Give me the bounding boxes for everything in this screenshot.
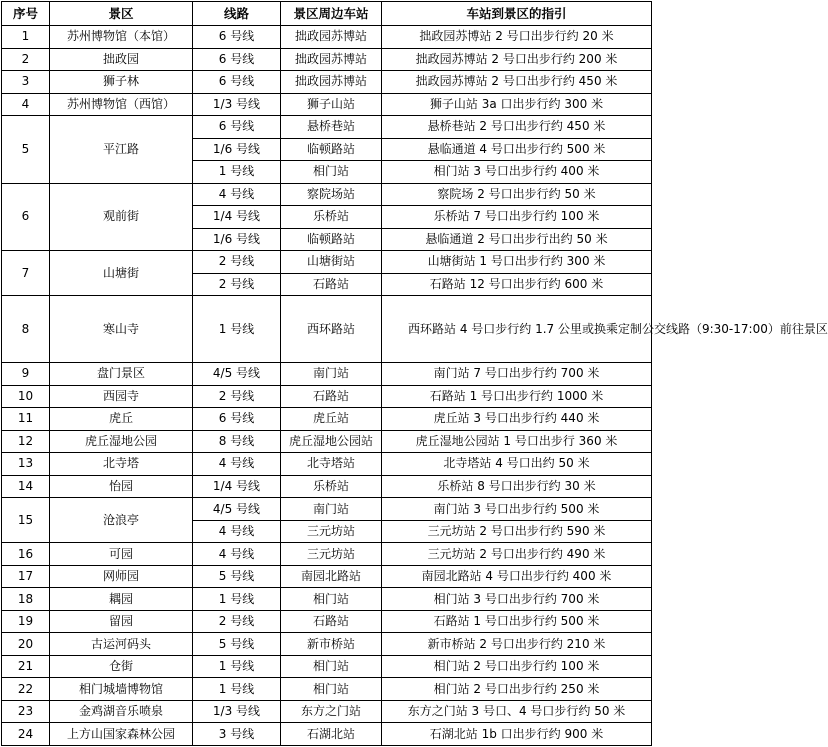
cell-no: 12 (2, 430, 50, 453)
cell-guide: 南门站 3 号口出步行约 500 米 (382, 498, 652, 521)
cell-station: 相门站 (281, 655, 382, 678)
cell-no: 8 (2, 296, 50, 363)
cell-station: 三元坊站 (281, 520, 382, 543)
cell-guide: 拙政园苏博站 2 号口出步行约 20 米 (382, 26, 652, 49)
cell-no: 7 (2, 251, 50, 296)
table-row (2, 678, 652, 701)
cell-guide: 察院场 2 号口出步行约 50 米 (382, 183, 652, 206)
table-row (2, 93, 652, 116)
cell-spot: 观前街 (50, 183, 193, 251)
cell-spot: 西园寺 (50, 385, 193, 408)
cell-station: 石湖北站 (281, 723, 382, 746)
cell-spot: 盘门景区 (50, 363, 193, 386)
table-row (2, 71, 652, 94)
cell-line: 4 号线 (193, 520, 281, 543)
cell-spot: 网师园 (50, 565, 193, 588)
cell-line: 1 号线 (193, 678, 281, 701)
cell-station: 虎丘站 (281, 408, 382, 431)
cell-spot: 寒山寺 (50, 296, 193, 363)
header-no: 序号 (2, 2, 50, 26)
cell-line: 2 号线 (193, 251, 281, 274)
cell-guide: 石路站 12 号口出步行约 600 米 (382, 273, 652, 296)
cell-station: 乐桥站 (281, 475, 382, 498)
cell-station: 拙政园苏博站 (281, 71, 382, 94)
cell-line: 1 号线 (193, 161, 281, 184)
cell-no: 3 (2, 71, 50, 94)
table-row (2, 363, 652, 386)
cell-station: 西环路站 (281, 296, 382, 363)
cell-station: 新市桥站 (281, 633, 382, 656)
cell-spot: 山塘街 (50, 251, 193, 296)
cell-station: 北寺塔站 (281, 453, 382, 476)
table-row (2, 26, 652, 49)
cell-spot: 金鸡湖音乐喷泉 (50, 700, 193, 723)
cell-station: 拙政园苏博站 (281, 26, 382, 49)
table-row (2, 48, 652, 71)
cell-spot: 上方山国家森林公园 (50, 723, 193, 746)
table-row (2, 655, 652, 678)
cell-line: 4 号线 (193, 543, 281, 566)
cell-station: 虎丘湿地公园站 (281, 430, 382, 453)
cell-no: 2 (2, 48, 50, 71)
cell-spot: 拙政园 (50, 48, 193, 71)
cell-no: 24 (2, 723, 50, 746)
cell-guide: 新市桥站 2 号口出步行约 210 米 (382, 633, 652, 656)
table-row (2, 633, 652, 656)
cell-spot: 沧浪亭 (50, 498, 193, 543)
cell-guide: 相门站 3 号口出步行约 400 米 (382, 161, 652, 184)
cell-station: 石路站 (281, 610, 382, 633)
cell-station: 乐桥站 (281, 206, 382, 229)
cell-guide: 山塘街站 1 号口出步行约 300 米 (382, 251, 652, 274)
cell-spot: 虎丘 (50, 408, 193, 431)
cell-guide: 石湖北站 1b 口出步行约 900 米 (382, 723, 652, 746)
table-row (2, 385, 652, 408)
cell-guide: 南园北路站 4 号口出步行约 400 米 (382, 565, 652, 588)
header-spot: 景区 (50, 2, 193, 26)
cell-spot: 北寺塔 (50, 453, 193, 476)
cell-spot: 苏州博物馆（西馆） (50, 93, 193, 116)
table-row (2, 610, 652, 633)
cell-spot: 苏州博物馆（本馆） (50, 26, 193, 49)
cell-station: 相门站 (281, 678, 382, 701)
cell-guide: 拙政园苏博站 2 号口出步行约 200 米 (382, 48, 652, 71)
cell-guide: 石路站 1 号口出步行约 1000 米 (382, 385, 652, 408)
cell-guide: 拙政园苏博站 2 号口出步行约 450 米 (382, 71, 652, 94)
table-row (2, 116, 652, 139)
cell-no: 17 (2, 565, 50, 588)
cell-spot: 狮子林 (50, 71, 193, 94)
cell-guide: 悬桥巷站 2 号口出步行约 450 米 (382, 116, 652, 139)
cell-line: 2 号线 (193, 385, 281, 408)
cell-line: 1/4 号线 (193, 475, 281, 498)
cell-guide: 三元坊站 2 号口出步行约 490 米 (382, 543, 652, 566)
table-row (2, 408, 652, 431)
cell-station: 狮子山站 (281, 93, 382, 116)
cell-line: 1 号线 (193, 655, 281, 678)
cell-line: 5 号线 (193, 633, 281, 656)
cell-spot: 古运河码头 (50, 633, 193, 656)
table-row (2, 251, 652, 274)
table-body (2, 26, 828, 746)
cell-guide: 石路站 1 号口出步行约 500 米 (382, 610, 652, 633)
table-row (2, 565, 652, 588)
cell-no: 9 (2, 363, 50, 386)
cell-line: 1 号线 (193, 588, 281, 611)
cell-guide: 悬临通道 2 号口出步行出约 50 米 (382, 228, 652, 251)
cell-line: 6 号线 (193, 48, 281, 71)
cell-line: 6 号线 (193, 26, 281, 49)
cell-guide: 相门站 2 号口出步行约 250 米 (382, 678, 652, 701)
cell-guide: 乐桥站 7 号口出步行约 100 米 (382, 206, 652, 229)
header-row (2, 2, 652, 26)
cell-line: 1 号线 (193, 296, 281, 363)
cell-station: 拙政园苏博站 (281, 48, 382, 71)
cell-no: 1 (2, 26, 50, 49)
table-row (2, 498, 652, 521)
cell-station: 三元坊站 (281, 543, 382, 566)
cell-line: 5 号线 (193, 565, 281, 588)
cell-line: 1/6 号线 (193, 138, 281, 161)
cell-line: 2 号线 (193, 273, 281, 296)
cell-guide: 三元坊站 2 号口出步行约 590 米 (382, 520, 652, 543)
cell-station: 南门站 (281, 498, 382, 521)
cell-line: 2 号线 (193, 610, 281, 633)
cell-line: 4/5 号线 (193, 498, 281, 521)
cell-no: 21 (2, 655, 50, 678)
header-station: 景区周边车站 (281, 2, 382, 26)
table-row (2, 296, 652, 363)
cell-guide: 相门站 3 号口出步行约 700 米 (382, 588, 652, 611)
cell-guide: 悬临通道 4 号口出步行约 500 米 (382, 138, 652, 161)
cell-no: 10 (2, 385, 50, 408)
cell-station: 察院场站 (281, 183, 382, 206)
header-guide: 车站到景区的指引 (382, 2, 652, 26)
cell-line: 6 号线 (193, 71, 281, 94)
cell-spot: 相门城墙博物馆 (50, 678, 193, 701)
cell-station: 临顿路站 (281, 138, 382, 161)
cell-no: 16 (2, 543, 50, 566)
table-row (2, 475, 652, 498)
cell-no: 6 (2, 183, 50, 251)
cell-no: 22 (2, 678, 50, 701)
cell-station: 东方之门站 (281, 700, 382, 723)
cell-station: 南门站 (281, 363, 382, 386)
cell-guide: 虎丘湿地公园站 1 号口出步行 360 米 (382, 430, 652, 453)
cell-guide: 北寺塔站 4 号口出约 50 米 (382, 453, 652, 476)
cell-station: 悬桥巷站 (281, 116, 382, 139)
table-row (2, 543, 652, 566)
cell-line: 6 号线 (193, 116, 281, 139)
cell-station: 南园北路站 (281, 565, 382, 588)
cell-line: 8 号线 (193, 430, 281, 453)
cell-no: 13 (2, 453, 50, 476)
cell-no: 11 (2, 408, 50, 431)
cell-guide: 南门站 7 号口出步行约 700 米 (382, 363, 652, 386)
cell-station: 相门站 (281, 588, 382, 611)
table-row (2, 430, 652, 453)
cell-spot: 平江路 (50, 116, 193, 184)
table-row (2, 723, 652, 746)
cell-line: 4/5 号线 (193, 363, 281, 386)
cell-spot: 仓街 (50, 655, 193, 678)
cell-no: 15 (2, 498, 50, 543)
cell-spot: 耦园 (50, 588, 193, 611)
cell-no: 14 (2, 475, 50, 498)
cell-line: 1/3 号线 (193, 700, 281, 723)
table-row (2, 183, 652, 206)
cell-guide: 西环路站 4 号口步行约 1.7 公里或换乘定制公交线路（9:30-17:00）前往景区 (382, 296, 652, 363)
cell-spot: 可园 (50, 543, 193, 566)
cell-no: 20 (2, 633, 50, 656)
header-line: 线路 (193, 2, 281, 26)
cell-spot: 怡园 (50, 475, 193, 498)
cell-spot: 留园 (50, 610, 193, 633)
cell-station: 石路站 (281, 273, 382, 296)
cell-no: 5 (2, 116, 50, 184)
cell-guide: 狮子山站 3a 口出步行约 300 米 (382, 93, 652, 116)
cell-line: 1/3 号线 (193, 93, 281, 116)
cell-guide: 虎丘站 3 号口出步行约 440 米 (382, 408, 652, 431)
cell-guide: 东方之门站 3 号口、4 号口步行约 50 米 (382, 700, 652, 723)
cell-no: 18 (2, 588, 50, 611)
cell-station: 石路站 (281, 385, 382, 408)
cell-station: 临顿路站 (281, 228, 382, 251)
cell-line: 4 号线 (193, 453, 281, 476)
cell-station: 山塘街站 (281, 251, 382, 274)
cell-guide: 相门站 2 号口出步行约 100 米 (382, 655, 652, 678)
cell-station: 相门站 (281, 161, 382, 184)
cell-line: 3 号线 (193, 723, 281, 746)
cell-no: 19 (2, 610, 50, 633)
cell-spot: 虎丘湿地公园 (50, 430, 193, 453)
cell-line: 4 号线 (193, 183, 281, 206)
cell-line: 1/4 号线 (193, 206, 281, 229)
table-row (2, 453, 652, 476)
cell-line: 1/6 号线 (193, 228, 281, 251)
cell-line: 6 号线 (193, 408, 281, 431)
scenic-guide-table (1, 1, 828, 746)
cell-no: 4 (2, 93, 50, 116)
cell-no: 23 (2, 700, 50, 723)
table-row (2, 700, 652, 723)
cell-guide: 乐桥站 8 号口出步行约 30 米 (382, 475, 652, 498)
table-row (2, 588, 652, 611)
